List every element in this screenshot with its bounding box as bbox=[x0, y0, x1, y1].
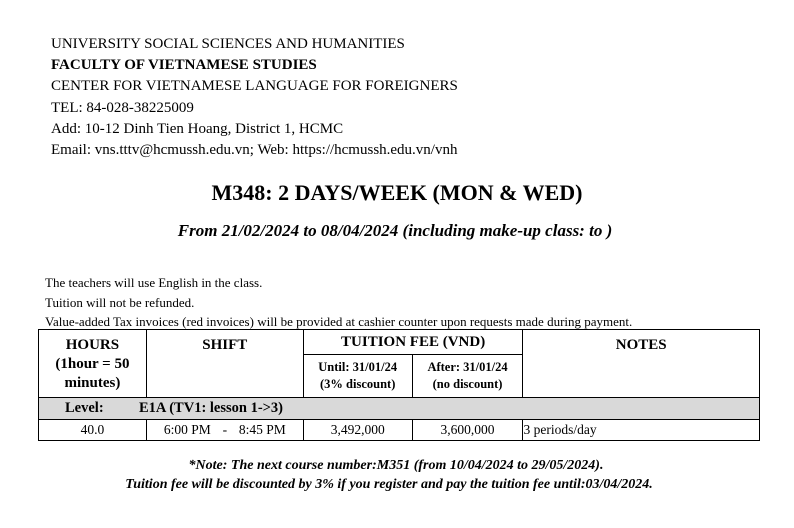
level-value: E1A (TV1: lesson 1->3) bbox=[139, 400, 284, 416]
fee-until-cell: 3,492,000 bbox=[303, 420, 412, 441]
table-row bbox=[39, 420, 760, 441]
level-label: Level: bbox=[65, 400, 104, 416]
shift-header: SHIFT bbox=[146, 330, 303, 398]
fee-after-header: After: 31/01/24 (no discount) bbox=[412, 355, 523, 398]
tuition-table bbox=[38, 329, 760, 441]
level-row bbox=[39, 398, 760, 420]
institution-header bbox=[51, 34, 458, 161]
telephone: TEL: 84-028-38225009 bbox=[51, 99, 194, 116]
shift-start: 6:00 PM bbox=[163, 422, 211, 437]
note-language: The teachers will use English in the class. bbox=[45, 275, 263, 290]
course-title: M348: 2 DAYS/WEEK (MON & WED) bbox=[211, 180, 583, 205]
fee-until-header: Until: 31/01/24 (3% discount) bbox=[303, 355, 412, 398]
email-web: Email: vns.tttv@hcmussh.edu.vn; Web: https://hcmussh.edu.vn/vnh bbox=[51, 142, 458, 159]
note-invoice: Value-added Tax invoices (red invoices) will be provided at cashier counter upon requests made during payment. bbox=[45, 314, 633, 329]
shift-cell bbox=[146, 420, 303, 441]
shift-end: 8:45 PM bbox=[238, 422, 286, 437]
faculty-name: FACULTY OF VIETNAMESE STUDIES bbox=[51, 57, 317, 74]
shift-separator: - bbox=[222, 422, 228, 437]
notes-cell: 3 periods/day bbox=[523, 420, 760, 441]
fee-after-cell: 3,600,000 bbox=[412, 420, 523, 441]
general-notes bbox=[45, 273, 632, 332]
hours-cell: 40.0 bbox=[39, 420, 147, 441]
notes-header: NOTES bbox=[523, 330, 760, 398]
discount-note: Tuition fee will be discounted by 3% if you register and pay the tuition fee until:03/04/2024. bbox=[125, 477, 653, 492]
hours-header: HOURS (1hour = 50 minutes) bbox=[39, 330, 147, 398]
tuition-fee-header: TUITION FEE (VND) bbox=[303, 330, 523, 355]
course-dates: From 21/02/2024 to 08/04/2024 (including make-up class: to ) bbox=[177, 221, 613, 240]
center-name: CENTER FOR VIETNAMESE LANGUAGE FOR FOREIGNERS bbox=[51, 78, 458, 95]
address: Add: 10-12 Dinh Tien Hoang, District 1, HCMC bbox=[51, 120, 344, 137]
university-name: UNIVERSITY SOCIAL SCIENCES AND HUMANITIES bbox=[51, 36, 405, 52]
note-refund: Tuition will not be refunded. bbox=[45, 294, 195, 310]
next-course-note: *Note: The next course number:M351 (from 10/04/2024 to 29/05/2024). bbox=[188, 458, 604, 473]
